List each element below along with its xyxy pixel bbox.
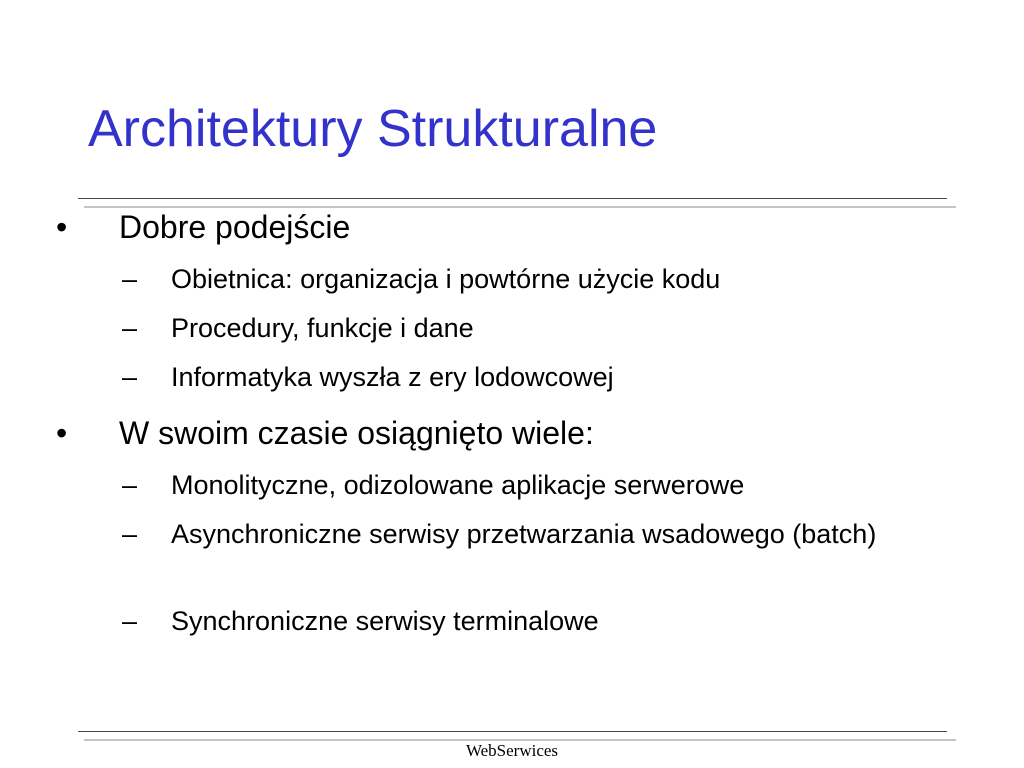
bullet-marker: • xyxy=(56,415,68,451)
bullet-marker: • xyxy=(56,209,68,245)
sub-point xyxy=(122,262,962,297)
sub-point-text: Monolityczne, odizolowane aplikacje serwerowe xyxy=(171,470,745,500)
dash-marker: – xyxy=(122,313,138,343)
sub-point xyxy=(122,360,962,395)
sub-point xyxy=(122,604,962,639)
dash-marker: – xyxy=(122,606,138,636)
sub-point xyxy=(122,468,962,503)
dash-marker: – xyxy=(122,362,138,392)
sub-point-text: Informatyka wyszła z ery lodowcowej xyxy=(171,362,614,392)
sub-point xyxy=(122,517,962,552)
slide-title: Architektury Strukturalne xyxy=(88,100,658,158)
sub-point-text: Asynchroniczne serwisy przetwarzania wsadowego (batch) xyxy=(171,519,877,549)
footer-divider-dark xyxy=(78,731,947,732)
bullet-text: Dobre podejście xyxy=(119,209,351,245)
dash-marker: – xyxy=(122,264,138,294)
sub-point-text: Obietnica: organizacja i powtórne użycie kodu xyxy=(171,264,721,294)
bullet-text: W swoim czasie osiągnięto wiele: xyxy=(119,415,594,451)
slide-footer: WebSerwices xyxy=(465,741,559,760)
sub-point xyxy=(122,311,962,346)
dash-marker: – xyxy=(122,470,138,500)
sub-point-text: Procedury, funkcje i dane xyxy=(171,313,474,343)
dash-marker: – xyxy=(122,519,138,549)
sub-point-text: Synchroniczne serwisy terminalowe xyxy=(171,606,599,636)
